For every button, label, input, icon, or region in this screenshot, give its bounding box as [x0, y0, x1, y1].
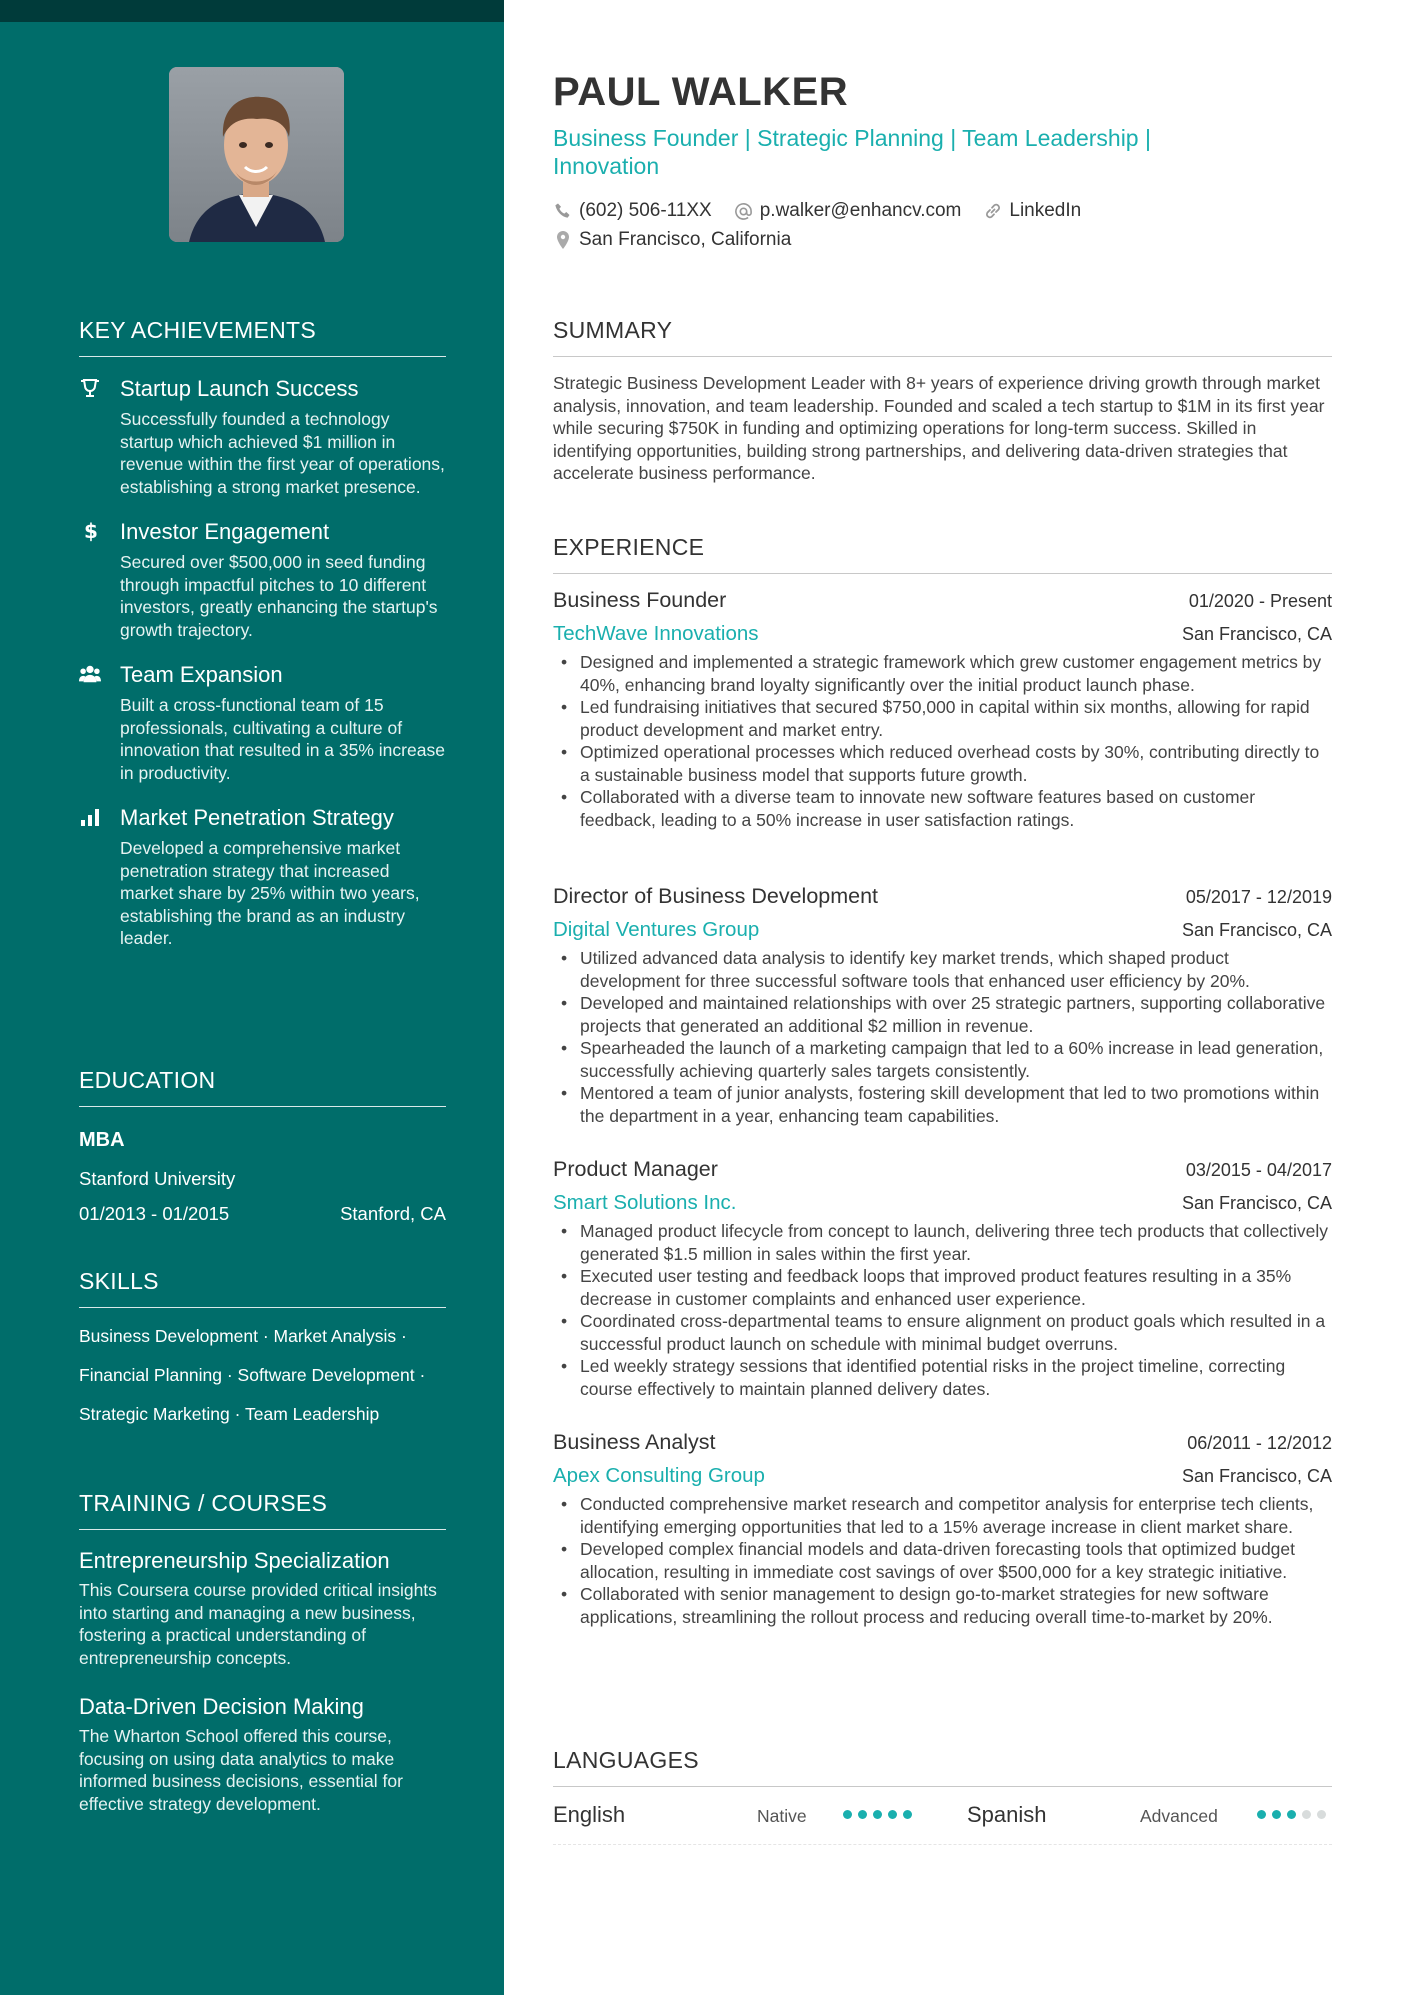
- location-text: San Francisco, California: [579, 229, 792, 250]
- sidebar-top-bar: [0, 0, 504, 22]
- job-location: San Francisco, CA: [1181, 1466, 1332, 1486]
- languages-heading: LANGUAGES: [553, 1747, 1332, 1787]
- skills-heading: SKILLS: [79, 1268, 446, 1308]
- rating-dot-empty: [1317, 1810, 1326, 1819]
- rating-dot-filled: [873, 1810, 882, 1819]
- education-meta: [79, 1203, 446, 1225]
- achievement-desc: Secured over $500,000 in seed funding through impactful pitches to 10 different investors, greatly enhancing the startup's growth trajectory.: [120, 552, 438, 640]
- experience-item: [553, 1430, 1332, 1628]
- achievement-item: [79, 661, 446, 784]
- job-bullets: [553, 947, 1332, 1127]
- candidate-name: PAUL WALKER: [553, 70, 849, 114]
- job-dates: 05/2017 - 12/2019: [1185, 887, 1332, 907]
- job-bullet: • Developed and maintained relationships with over 25 strategic partners, supporting collaborative projects that generated an additional $2 million in revenue.: [553, 992, 1332, 1037]
- languages-divider: [553, 1844, 1332, 1845]
- course-desc: This Coursera course provided critical insights into starting and managing a new business, fostering a practical understanding of entrepreneurship concepts.: [79, 1580, 437, 1668]
- achievement-title: Team Expansion: [120, 662, 283, 687]
- language-rating: [843, 1810, 912, 1819]
- profile-photo: [169, 67, 344, 242]
- course-desc: The Wharton School offered this course, focusing on using data analytics to make informed business decisions, essential for effective strategy development.: [79, 1726, 403, 1814]
- experience-item: [553, 1157, 1332, 1400]
- achievement-desc: Successfully founded a technology startup which achieved $1 million in revenue within the first year of operations, establishing a strong market presence.: [120, 409, 445, 497]
- dollar-icon: [79, 520, 101, 542]
- rating-dot-filled: [1257, 1810, 1266, 1819]
- job-bullets: [553, 651, 1332, 831]
- job-dates: 06/2011 - 12/2012: [1187, 1433, 1332, 1453]
- achievement-item: [79, 518, 446, 641]
- candidate-headline: Business Founder | Strategic Planning | Team Leadership | Innovation: [553, 125, 1151, 179]
- trophy-icon: [79, 377, 101, 399]
- achievement-desc: Developed a comprehensive market penetration strategy that increased market share by 25% within two years, establishing the brand as an industry leader.: [120, 838, 420, 948]
- education-degree: MBA: [79, 1129, 125, 1151]
- bar-chart-icon: [79, 806, 101, 828]
- summary-heading: SUMMARY: [553, 317, 1332, 357]
- link-icon: [983, 201, 1003, 221]
- training-section: [79, 1490, 446, 1815]
- job-bullet: • Led fundraising initiatives that secured $750,000 in capital within six months, allowing for rapid product development and market entry.: [553, 696, 1332, 741]
- language-name: English: [553, 1802, 626, 1827]
- job-title: Director of Business Development: [553, 884, 879, 908]
- skills-section: [79, 1268, 446, 1425]
- job-bullet: • Developed complex financial models and data-driven forecasting tools that optimized budget allocation, resulting in immediate cost savings of over $500,000 for a key strategic initiative.: [553, 1538, 1332, 1583]
- job-bullet: • Coordinated cross-departmental teams to ensure alignment on product goals which resulted in a successful product launch on schedule with minimal budget overruns.: [553, 1310, 1332, 1355]
- job-bullet: • Managed product lifecycle from concept to launch, delivering three tech products that collectively generated $1.5 million in sales within the first year.: [553, 1220, 1332, 1265]
- contact-phone: [553, 200, 712, 222]
- job-bullets: [553, 1493, 1332, 1628]
- experience-item: [553, 884, 1332, 1127]
- job-location: San Francisco, CA: [1181, 920, 1332, 940]
- languages-row: [553, 1802, 1332, 1832]
- job-title: Business Founder: [553, 588, 727, 612]
- phone-icon: [553, 201, 573, 221]
- rating-dot-filled: [903, 1810, 912, 1819]
- course-title: Data-Driven Decision Making: [79, 1694, 364, 1719]
- job-location: San Francisco, CA: [1181, 624, 1332, 644]
- phone-text: (602) 506-11XX: [579, 200, 712, 221]
- achievements-section: [79, 317, 446, 950]
- sidebar: [0, 0, 504, 1995]
- achievement-title: Startup Launch Success: [120, 376, 359, 401]
- job-bullet: • Led weekly strategy sessions that identified potential risks in the project timeline, correcting course effectively to maintain planned delivery dates.: [553, 1355, 1332, 1400]
- education-heading: EDUCATION: [79, 1067, 446, 1107]
- experience-item: [553, 588, 1332, 831]
- job-bullets: [553, 1220, 1332, 1400]
- rating-dot-filled: [843, 1810, 852, 1819]
- achievement-item: [79, 375, 446, 498]
- at-sign-icon: [734, 201, 754, 221]
- contact-linkedin[interactable]: [983, 200, 1081, 222]
- language-level: Native: [757, 1806, 807, 1826]
- job-bullet: • Executed user testing and feedback loops that improved product features resulting in a 35% decrease in customer complaints and enhanced user experience.: [553, 1265, 1332, 1310]
- location-pin-icon: [553, 230, 573, 250]
- language-level: Advanced: [1140, 1806, 1218, 1826]
- job-company: Smart Solutions Inc.: [553, 1191, 737, 1214]
- achievement-title: Market Penetration Strategy: [120, 805, 394, 830]
- achievement-title: Investor Engagement: [120, 519, 330, 544]
- language-name: Spanish: [967, 1802, 1047, 1827]
- achievements-heading: KEY ACHIEVEMENTS: [79, 317, 446, 357]
- job-bullet: • Designed and implemented a strategic framework which grew customer engagement metrics by 40%, enhancing brand loyalty significantly over the initial product launch phase.: [553, 651, 1332, 696]
- summary-text: Strategic Business Development Leader with 8+ years of experience driving growth through market analysis, innovation, and team leadership. Founded and scaled a tech startup to $1M in its first year while securing $750K in funding and optimizing operations for long-term success. Skilled in identifying opportunities, building strong partnerships, and delivering data-driven strategies that accelerate business performance.: [553, 373, 1325, 483]
- achievement-desc: Built a cross-functional team of 15 professionals, cultivating a culture of innovation that resulted in a 35% increase in productivity.: [120, 695, 445, 783]
- rating-dot-filled: [888, 1810, 897, 1819]
- skills-line: Strategic Marketing · Team Leadership: [79, 1404, 380, 1424]
- job-location: San Francisco, CA: [1181, 1193, 1332, 1213]
- experience-heading: EXPERIENCE: [553, 534, 1332, 574]
- education-dates: 01/2013 - 01/2015: [79, 1203, 230, 1224]
- education-section: [79, 1067, 446, 1225]
- rating-dot-filled: [858, 1810, 867, 1819]
- contact-location-row: [553, 229, 813, 251]
- job-bullet: • Mentored a team of junior analysts, fostering skill development that led to two promotions within the department in a year, enhancing team capabilities.: [553, 1082, 1332, 1127]
- contact-location: [553, 229, 791, 251]
- job-company: Digital Ventures Group: [553, 918, 760, 941]
- contact-email[interactable]: [734, 200, 962, 222]
- email-text: p.walker@enhancv.com: [759, 200, 962, 221]
- job-bullet: • Optimized operational processes which reduced overhead costs by 30%, contributing directly to a sustainable business model that supports future growth.: [553, 741, 1332, 786]
- job-dates: 03/2015 - 04/2017: [1185, 1160, 1332, 1180]
- job-bullet: • Spearheaded the launch of a marketing campaign that led to a 60% increase in lead generation, successfully achieving quarterly sales targets consistently.: [553, 1037, 1332, 1082]
- rating-dot-filled: [1272, 1810, 1281, 1819]
- job-bullet: • Collaborated with senior management to design go-to-market strategies for new software applications, streamlining the rollout process and reducing overall time-to-market by 20%.: [553, 1583, 1332, 1628]
- education-location: Stanford, CA: [340, 1203, 446, 1224]
- job-title: Business Analyst: [553, 1430, 716, 1454]
- job-bullet: • Collaborated with a diverse team to innovate new software features based on customer feedback, leading to a 50% increase in user satisfaction ratings.: [553, 786, 1332, 831]
- education-school: Stanford University: [79, 1168, 236, 1189]
- language-rating: [1257, 1810, 1326, 1819]
- training-heading: TRAINING / COURSES: [79, 1490, 446, 1530]
- skills-line: Business Development · Market Analysis ·: [79, 1326, 407, 1346]
- skills-line: Financial Planning · Software Development ·: [79, 1365, 426, 1385]
- rating-dot-empty: [1302, 1810, 1311, 1819]
- job-company: Apex Consulting Group: [553, 1464, 765, 1487]
- job-dates: 01/2020 - Present: [1188, 591, 1332, 611]
- achievement-item: [79, 804, 446, 950]
- svg-text:$: $: [84, 520, 98, 542]
- contact-row: [553, 200, 1103, 222]
- linkedin-text: LinkedIn: [1009, 200, 1082, 221]
- team-icon: [79, 663, 101, 685]
- rating-dot-filled: [1287, 1810, 1296, 1819]
- job-company: TechWave Innovations: [553, 622, 759, 645]
- job-bullet: • Conducted comprehensive market research and competitor analysis for enterprise tech clients, identifying emerging opportunities that led to a 15% average increase in client market share.: [553, 1493, 1332, 1538]
- course-title: Entrepreneurship Specialization: [79, 1548, 390, 1573]
- job-bullet: • Utilized advanced data analysis to identify key market trends, which shaped product development for three successful software tools that enhanced user efficiency by 20%.: [553, 947, 1332, 992]
- job-title: Product Manager: [553, 1157, 718, 1181]
